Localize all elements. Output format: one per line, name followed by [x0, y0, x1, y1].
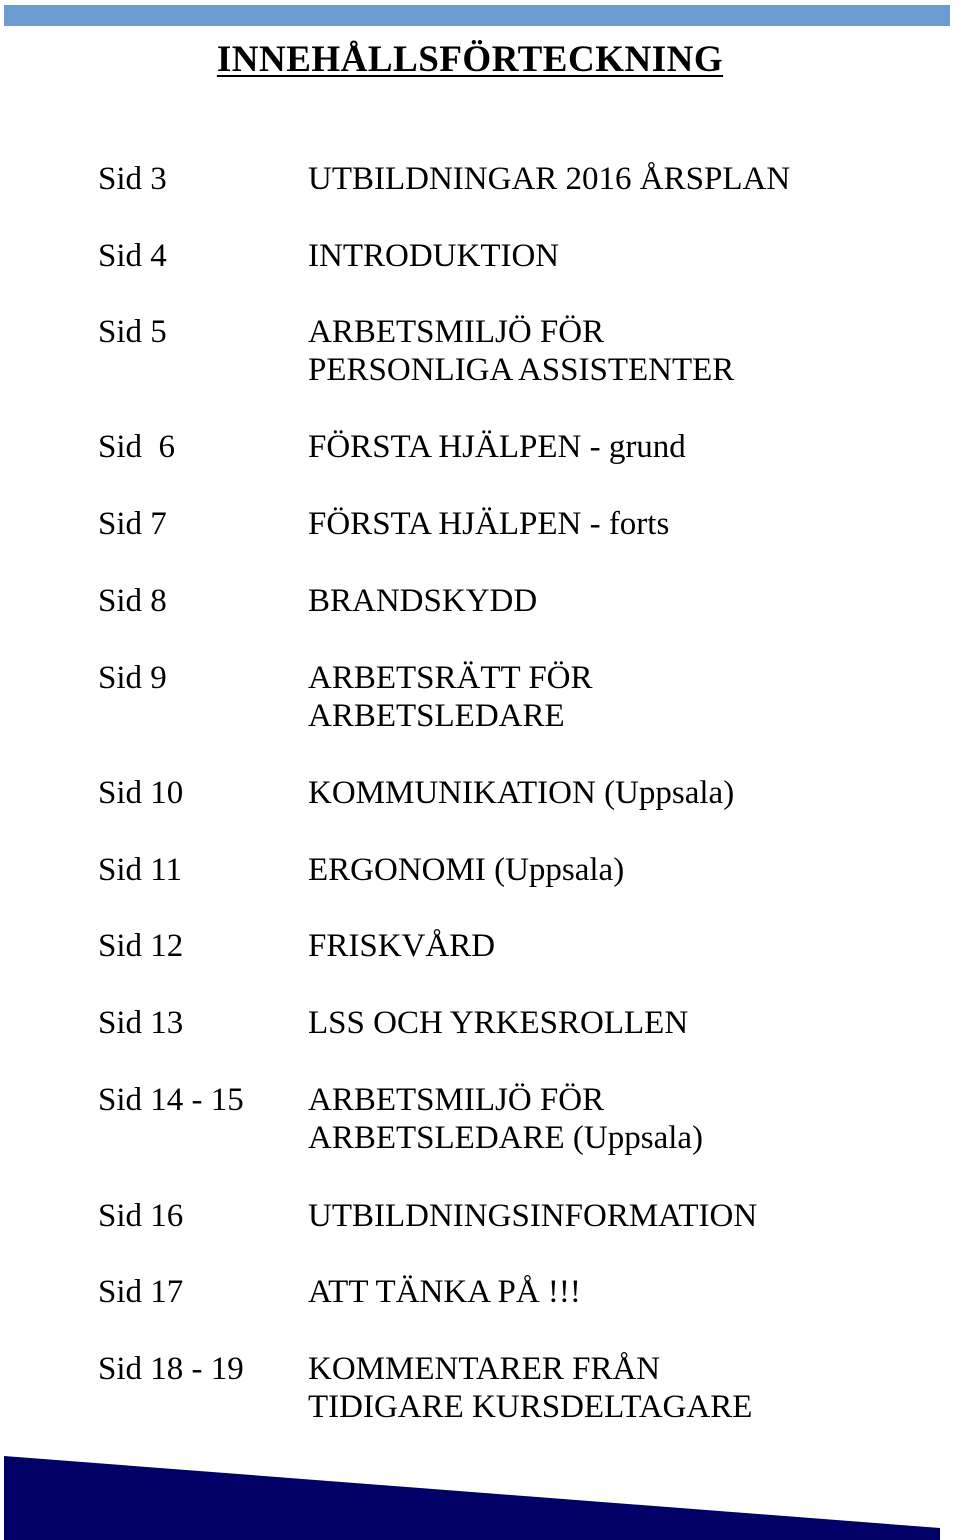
toc-page-ref: Sid 14 - 15 — [98, 1082, 244, 1118]
bottom-decorative-band — [0, 1454, 960, 1540]
toc-page-ref: Sid 6 — [98, 429, 176, 465]
toc-page-ref: Sid 3 — [98, 161, 167, 197]
toc-page-ref: Sid 5 — [98, 314, 167, 350]
top-decorative-bar — [4, 5, 950, 26]
toc-entry-title: ATT TÄNKA PÅ !!! — [308, 1274, 581, 1310]
toc-entry-title: UTBILDNINGSINFORMATION — [308, 1198, 758, 1234]
toc-entry-title: KOMMENTARER FRÅN TIDIGARE KURSDELTAGARE — [308, 1351, 753, 1425]
toc-entry-title: FÖRSTA HJÄLPEN - grund — [308, 429, 686, 465]
toc-page-ref: Sid 10 — [98, 775, 184, 811]
toc-page-ref: Sid 9 — [98, 660, 167, 696]
toc-entry-title: ARBETSMILJÖ FÖR ARBETSLEDARE (Uppsala) — [308, 1082, 704, 1156]
toc-page-ref: Sid 17 — [98, 1274, 184, 1310]
toc-entry-title: ARBETSRÄTT FÖR ARBETSLEDARE — [308, 660, 593, 734]
toc-entry-title: KOMMUNIKATION (Uppsala) — [308, 775, 735, 811]
toc-entry-title: LSS OCH YRKESROLLEN — [308, 1005, 689, 1041]
page-title: INNEHÅLLSFÖRTECKNING — [216, 39, 724, 80]
toc-entry-title: FÖRSTA HJÄLPEN - forts — [308, 506, 670, 542]
toc-page-ref: Sid 13 — [98, 1005, 184, 1041]
toc-page-ref: Sid 12 — [98, 928, 184, 964]
toc-entry-title: INTRODUKTION — [308, 238, 560, 274]
toc-page-ref: Sid 8 — [98, 583, 167, 619]
toc-page-ref: Sid 11 — [98, 852, 183, 888]
toc-entry-title: ERGONOMI (Uppsala) — [308, 852, 625, 888]
toc-entry-title: FRISKVÅRD — [308, 928, 496, 964]
toc-entry-title: ARBETSMILJÖ FÖR PERSONLIGA ASSISTENTER — [308, 314, 735, 388]
toc-entry-title: BRANDSKYDD — [308, 583, 538, 619]
toc-page-ref: Sid 4 — [98, 238, 167, 274]
bottom-band-shape — [4, 1456, 940, 1540]
toc-page-ref: Sid 18 - 19 — [98, 1351, 244, 1387]
toc-entry-title: UTBILDNINGAR 2016 ÅRSPLAN — [308, 161, 791, 197]
toc-page-ref: Sid 16 — [98, 1198, 184, 1234]
toc-page-ref: Sid 7 — [98, 506, 167, 542]
